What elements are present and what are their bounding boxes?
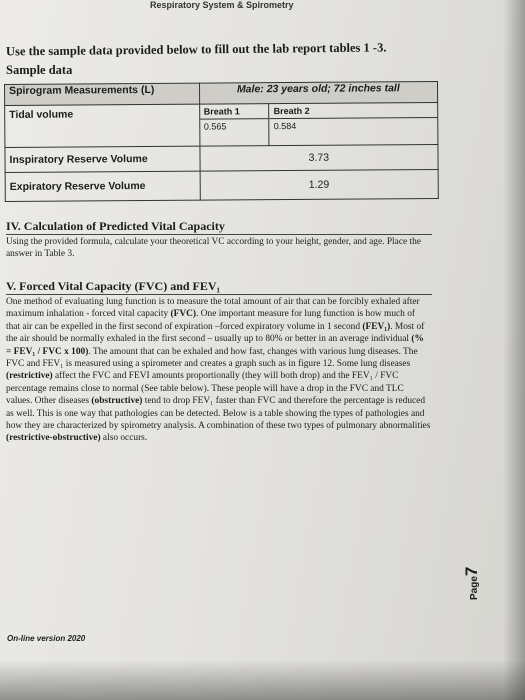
section-v-paragraph [6,296,431,445]
footer-version: On-line version 2020 [7,634,86,643]
para-bold-obstructive: (obstructive) [91,396,143,407]
para-text: affect the FVC and FEVI amounts proportionally (they will both drop) and the FEV₁ / FVC percentage remains close to normal (See table below). These people will have a drop in the FVC and TLC values. Other diseases [6,371,404,407]
page-edge-shadow [503,0,525,700]
para-bold-formula: (% = FEV₁ / FVC x 100) [6,334,424,357]
para-bold-fvc: (FVC) [170,309,197,320]
table-header-subject: Male: 23 years old; 72 inches tall [199,81,438,104]
para-bold-fev1: (FEV₁) [362,321,391,332]
irv-value: 3.73 [200,144,439,171]
breath1-cell [199,104,269,146]
para-text: . The amount that can be exhaled and how fast, changes with various lung diseases. The FVC and FEV₁ is measured using a spirometer and creates a graph such as in figure 12. Some lung diseases [6,346,418,370]
instructions: Use the sample data provided below to fill out the lab report tables 1 -3. [5,40,387,59]
para-text: . One important measure for lung function is how much of that air can be expelled in the first second of expiration –forced expiratory volume in 1 second [6,309,416,332]
section-iv-title: IV. Calculation of Predicted Vital Capacity [6,219,225,233]
page-label: Page [469,576,480,600]
para-text: tend to drop FEV₁ faster than FVC and therefore the percentage is reduced as well. This is one way that pathologies can be detected. Below is a table showing the types of pathologies and how they are characterized by spirometry analysis. A combination of these two types of pulmonary abnormalities [6,396,431,432]
spirogram-table [4,81,439,202]
table-header-measurements: Spirogram Measurements (L) [5,83,200,105]
table-row-erv [5,169,438,201]
tidal-volume-label: Tidal volume [5,104,200,147]
sample-data-title: Sample data [6,63,73,77]
para-bold-restrictive-obstructive: (restrictive-obstructive) [6,433,101,444]
breath2-value: 0.584 [270,117,438,133]
breath2-label: Breath 2 [273,105,310,117]
running-head: Respiratory System & Spirometry [150,0,294,10]
table-header-row [5,81,438,105]
breath1-value: 0.565 [200,118,269,133]
breath1-label: Breath 1 [203,106,240,117]
section-v-rule [6,294,432,295]
table-row-irv [5,144,438,172]
irv-label: Inspiratory Reserve Volume [5,146,200,172]
para-bold-restrictive: (restrictive) [6,371,53,382]
erv-label: Expiratory Reserve Volume [5,171,200,201]
section-iv-text: Using the provided formula, calculate your theoretical VC according to your height, gender, and age. Place the answer in Table 3. [6,237,421,260]
erv-value: 1.29 [200,169,439,200]
para-text: One method of evaluating lung function is to measure the total amount of air that can be forcibly exhaled after maximum inhalation - forced vital capacity [6,297,420,320]
page-number [462,567,482,600]
table-row-tidal-volume [5,102,438,147]
para-text: also occurs. [100,433,148,444]
para-text: . Most of the air should be normally exhaled in the first second – usually up to 80% or better in an average individual [6,321,425,345]
page-bottom-shadow [0,660,525,700]
breath2-cell [269,102,438,145]
section-iv-rule [6,234,432,235]
section-v-title: V. Forced Vital Capacity (FVC) and FEV₁ [6,279,221,293]
page-number-value: 7 [462,566,481,577]
